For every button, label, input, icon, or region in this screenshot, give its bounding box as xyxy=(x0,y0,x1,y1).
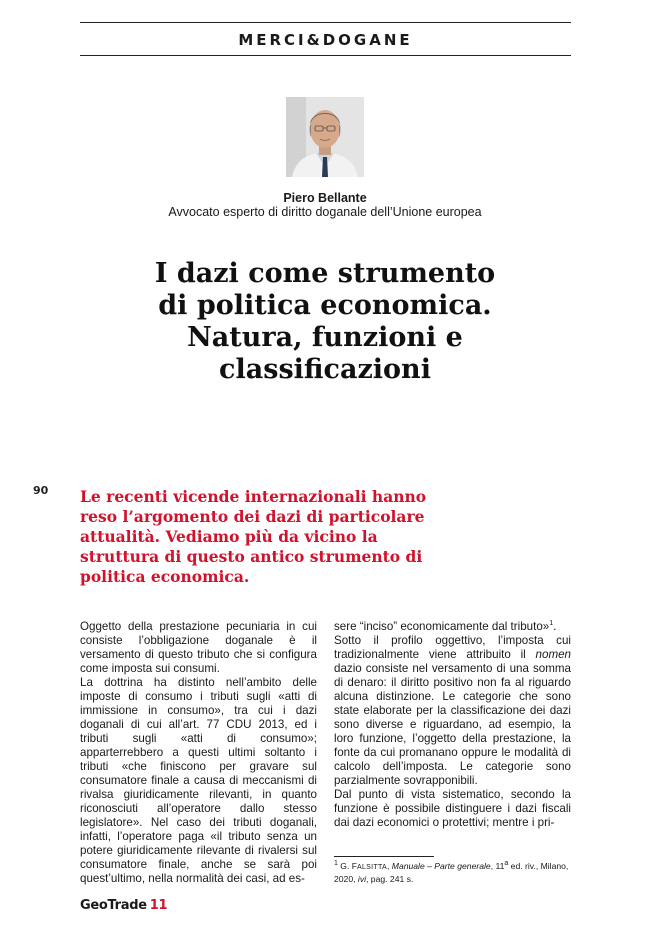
title-line: I dazi come strumento xyxy=(154,258,496,289)
footnote-text: , 11 xyxy=(490,861,505,871)
title-line: Natura, funzioni e xyxy=(187,322,463,353)
issue-number: 11 xyxy=(149,898,168,913)
body-italic-term: nomen xyxy=(535,648,571,661)
footnote-text: ed. riv., Milano, 2020, xyxy=(334,861,569,884)
footnote-author-smallcaps: ALSITTA xyxy=(357,864,387,871)
footnote-text: , pag. 241 s. xyxy=(366,873,414,884)
body-paragraph: La dottrina ha distinto nell’ambito delle imposte di consumo i tributi sugli «atti di immissione in consumo», tra cui i dazi doganali di cui all’art. 77 CDU 2013, ed i tributi sugli «atti di consumo»; apparterrebbero a questi ultimi soltanto i tributi «che finiscono per gravare sul consumatore finale a causa di meccanismi di rivalsa giuridicamente rilevanti, in quanto riconosciuti all’operatore dallo stesso legislatore». Nel caso dei tributi doganali, infatti, l’operatore paga «il tributo senza un potere giuridicamente rilevante di rivalersi sul consumatore finale, anche se sarà poi quest’ultimo, nella normalità dei casi, ad es- xyxy=(80,676,317,885)
top-rule xyxy=(80,22,571,23)
body-paragraph xyxy=(334,620,571,634)
author-portrait-illustration xyxy=(286,97,364,177)
footnote-ref[interactable]: 1 xyxy=(549,620,554,628)
body-text: sere “inciso” economicamente dal tributo» xyxy=(334,620,550,633)
magazine-logo xyxy=(80,898,167,913)
body-text: Sotto il profilo oggettivo, l’imposta cui tradizionalmente viene attribuito il xyxy=(334,634,571,661)
logo-wordmark: GeoTrade xyxy=(80,898,147,913)
article-title xyxy=(100,258,550,386)
title-line: classificazioni xyxy=(219,354,431,385)
body-text: dazio consiste nel versamento di una somma di denaro: il diritto positivo non fa al riguardo alcuna distinzione. Le categorie che sono state elaborate per la classificazione dei dazi sono diverse e riguardano, ad esempio, la loro funzione, l’oggetto della prestazione, la fonte da cui promanano oppure le modalità di calcolo dell’imposta. Le categorie sono parzialmente sovrapponibili. xyxy=(334,662,571,787)
footnote-ivi: ivi xyxy=(357,873,367,884)
author-name: Piero Bellante xyxy=(283,191,367,205)
body-paragraph: Oggetto della prestazione pecuniaria in cui consiste l’obbligazione doganale è il versamento di questo tributo che si configura come imposta sui consumi. xyxy=(80,620,317,675)
page-number: 90 xyxy=(33,484,49,497)
footnote-rule xyxy=(334,856,434,857)
footnote-number: 1 xyxy=(334,860,338,868)
author-role: Avvocato esperto di diritto doganale dell’Unione europea xyxy=(168,205,482,219)
body-column-right xyxy=(334,620,571,830)
article-lede: Le recenti vicende internazionali hanno reso l’argomento dei dazi di particolare attualità. Vediamo più da vicino la struttura di questo antico strumento di politica economica. xyxy=(80,487,427,586)
body-paragraph: Dal punto di vista sistematico, secondo la funzione è possibile distinguere i dazi fiscali dai dazi economici o protettivi; mentre i pri- xyxy=(334,788,571,829)
author-photo xyxy=(286,97,364,177)
header-bottom-rule xyxy=(80,55,571,56)
section-header: MERCI&DOGANE xyxy=(238,31,413,49)
title-line: di politica economica. xyxy=(158,290,492,321)
footnote-edition-sup: a xyxy=(504,860,509,868)
footnote-author-initial: G. F xyxy=(340,861,358,871)
body-paragraph xyxy=(334,634,571,788)
footnote-book-title: Manuale – Parte generale xyxy=(391,861,491,871)
body-column-left xyxy=(80,620,317,886)
footnote: $^1$ G. FALSITTA, Manuale – Parte generale, 11$^a$ ed. riv., Milano, 2020, ivi, pag. 241 s. xyxy=(334,860,569,884)
body-text: . xyxy=(553,620,557,633)
